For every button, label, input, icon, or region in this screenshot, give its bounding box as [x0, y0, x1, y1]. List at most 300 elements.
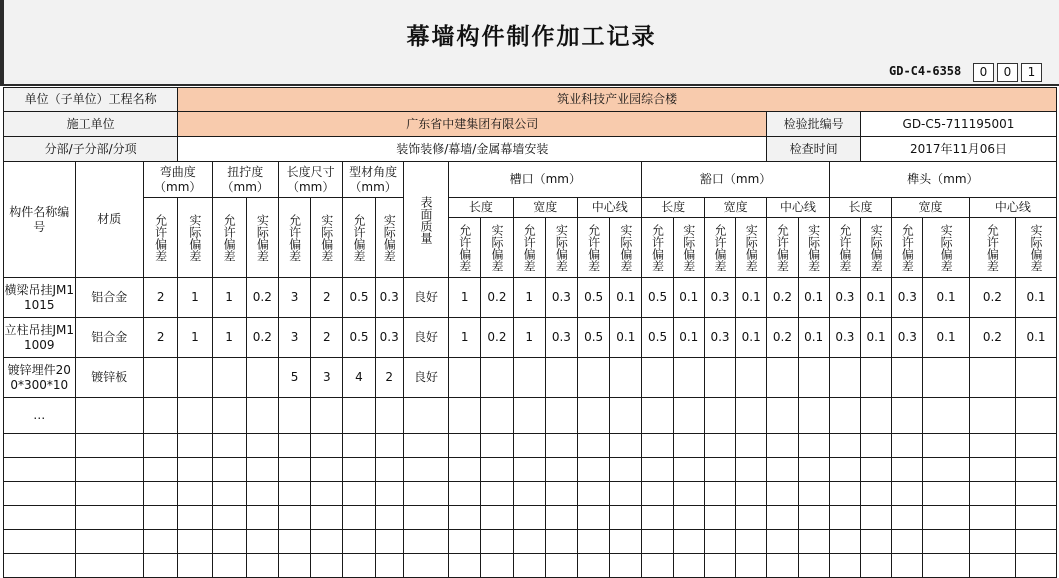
empty-cell[interactable]: [212, 506, 246, 530]
empty-cell[interactable]: [704, 482, 735, 506]
value-cell[interactable]: [481, 358, 513, 398]
empty-cell[interactable]: [513, 458, 545, 482]
empty-cell[interactable]: [1016, 434, 1057, 458]
empty-cell[interactable]: [278, 482, 310, 506]
empty-cell[interactable]: [1016, 554, 1057, 578]
empty-cell[interactable]: [178, 482, 212, 506]
value-cell[interactable]: [212, 358, 246, 398]
empty-cell[interactable]: [892, 506, 923, 530]
empty-cell[interactable]: [144, 482, 178, 506]
empty-cell[interactable]: [545, 530, 577, 554]
empty-cell[interactable]: [212, 554, 246, 578]
empty-cell[interactable]: [1016, 530, 1057, 554]
value-cell[interactable]: [144, 398, 178, 434]
empty-cell[interactable]: [969, 458, 1015, 482]
empty-cell[interactable]: [767, 458, 798, 482]
empty-cell[interactable]: [311, 482, 343, 506]
empty-cell[interactable]: [513, 506, 545, 530]
empty-cell[interactable]: [343, 482, 375, 506]
empty-cell[interactable]: [513, 530, 545, 554]
empty-cell[interactable]: [610, 434, 642, 458]
empty-cell[interactable]: [704, 434, 735, 458]
inspection-date-value[interactable]: 2017年11月06日: [860, 137, 1056, 162]
empty-cell[interactable]: [673, 506, 704, 530]
empty-cell[interactable]: [375, 530, 403, 554]
value-cell[interactable]: 3: [278, 278, 310, 318]
empty-cell[interactable]: [767, 482, 798, 506]
empty-cell[interactable]: [4, 482, 76, 506]
empty-cell[interactable]: [75, 458, 143, 482]
empty-cell[interactable]: [923, 530, 969, 554]
value-cell[interactable]: 0.2: [767, 318, 798, 358]
empty-cell[interactable]: [860, 434, 891, 458]
empty-cell[interactable]: [481, 554, 513, 578]
value-cell[interactable]: 2: [311, 318, 343, 358]
value-cell[interactable]: [545, 398, 577, 434]
division-value[interactable]: 装饰装修/幕墙/金属幕墙安装: [178, 137, 767, 162]
empty-cell[interactable]: [75, 482, 143, 506]
empty-cell[interactable]: [829, 530, 860, 554]
value-cell[interactable]: 2: [144, 318, 178, 358]
empty-cell[interactable]: [767, 506, 798, 530]
empty-cell[interactable]: [736, 530, 767, 554]
empty-cell[interactable]: [144, 458, 178, 482]
empty-cell[interactable]: [513, 554, 545, 578]
member-name-cell[interactable]: 立柱吊挂JM11009: [4, 318, 76, 358]
empty-cell[interactable]: [704, 554, 735, 578]
member-name-cell[interactable]: 横梁吊挂JM11015: [4, 278, 76, 318]
empty-cell[interactable]: [278, 434, 310, 458]
empty-cell[interactable]: [860, 554, 891, 578]
value-cell[interactable]: 0.3: [545, 278, 577, 318]
value-cell[interactable]: 0.5: [578, 278, 610, 318]
empty-cell[interactable]: [767, 530, 798, 554]
empty-cell[interactable]: [375, 482, 403, 506]
empty-cell[interactable]: [642, 506, 673, 530]
empty-cell[interactable]: [673, 434, 704, 458]
material-cell[interactable]: 镀锌板: [75, 358, 143, 398]
value-cell[interactable]: [829, 398, 860, 434]
value-cell[interactable]: [969, 358, 1015, 398]
value-cell[interactable]: [860, 398, 891, 434]
empty-cell[interactable]: [403, 554, 448, 578]
value-cell[interactable]: [1016, 358, 1057, 398]
value-cell[interactable]: 0.1: [673, 278, 704, 318]
empty-cell[interactable]: [178, 554, 212, 578]
empty-cell[interactable]: [75, 554, 143, 578]
empty-cell[interactable]: [736, 554, 767, 578]
empty-cell[interactable]: [610, 530, 642, 554]
value-cell[interactable]: [1016, 398, 1057, 434]
value-cell[interactable]: 0.3: [545, 318, 577, 358]
value-cell[interactable]: 5: [278, 358, 310, 398]
empty-cell[interactable]: [578, 458, 610, 482]
empty-cell[interactable]: [343, 434, 375, 458]
empty-cell[interactable]: [892, 554, 923, 578]
empty-cell[interactable]: [212, 530, 246, 554]
empty-cell[interactable]: [75, 506, 143, 530]
empty-cell[interactable]: [246, 434, 278, 458]
empty-cell[interactable]: [375, 458, 403, 482]
value-cell[interactable]: [578, 398, 610, 434]
value-cell[interactable]: [449, 398, 481, 434]
value-cell[interactable]: 0.1: [1016, 318, 1057, 358]
value-cell[interactable]: 2: [311, 278, 343, 318]
empty-cell[interactable]: [923, 458, 969, 482]
value-cell[interactable]: [923, 398, 969, 434]
empty-cell[interactable]: [75, 530, 143, 554]
value-cell[interactable]: [860, 358, 891, 398]
empty-cell[interactable]: [212, 458, 246, 482]
value-cell[interactable]: 0.1: [798, 318, 829, 358]
material-cell[interactable]: [75, 398, 143, 434]
empty-cell[interactable]: [481, 434, 513, 458]
empty-cell[interactable]: [449, 458, 481, 482]
value-cell[interactable]: [311, 398, 343, 434]
value-cell[interactable]: [449, 358, 481, 398]
empty-cell[interactable]: [1016, 482, 1057, 506]
value-cell[interactable]: [375, 398, 403, 434]
empty-cell[interactable]: [403, 458, 448, 482]
empty-cell[interactable]: [449, 482, 481, 506]
empty-cell[interactable]: [969, 530, 1015, 554]
value-cell[interactable]: [278, 398, 310, 434]
empty-cell[interactable]: [246, 458, 278, 482]
empty-cell[interactable]: [829, 434, 860, 458]
value-cell[interactable]: 1: [449, 278, 481, 318]
empty-cell[interactable]: [798, 458, 829, 482]
empty-cell[interactable]: [642, 554, 673, 578]
value-cell[interactable]: 1: [212, 318, 246, 358]
empty-cell[interactable]: [610, 506, 642, 530]
value-cell[interactable]: [736, 398, 767, 434]
empty-cell[interactable]: [178, 530, 212, 554]
empty-cell[interactable]: [144, 506, 178, 530]
value-cell[interactable]: 0.1: [923, 278, 969, 318]
value-cell[interactable]: [545, 358, 577, 398]
empty-cell[interactable]: [969, 482, 1015, 506]
material-cell[interactable]: 铝合金: [75, 318, 143, 358]
empty-cell[interactable]: [704, 458, 735, 482]
empty-cell[interactable]: [403, 530, 448, 554]
empty-cell[interactable]: [513, 434, 545, 458]
empty-cell[interactable]: [212, 482, 246, 506]
value-cell[interactable]: [969, 398, 1015, 434]
empty-cell[interactable]: [642, 458, 673, 482]
value-cell[interactable]: [144, 358, 178, 398]
value-cell[interactable]: 1: [513, 318, 545, 358]
empty-cell[interactable]: [403, 434, 448, 458]
surface-quality-cell[interactable]: [403, 398, 448, 434]
value-cell[interactable]: 0.1: [798, 278, 829, 318]
empty-cell[interactable]: [278, 554, 310, 578]
member-name-cell[interactable]: …: [4, 398, 76, 434]
value-cell[interactable]: [892, 398, 923, 434]
empty-cell[interactable]: [545, 434, 577, 458]
empty-cell[interactable]: [673, 530, 704, 554]
contractor-value[interactable]: 广东省中建集团有限公司: [178, 112, 767, 137]
code-box-3[interactable]: 1: [1021, 63, 1042, 82]
empty-cell[interactable]: [829, 482, 860, 506]
value-cell[interactable]: 0.1: [610, 318, 642, 358]
value-cell[interactable]: 0.1: [860, 278, 891, 318]
empty-cell[interactable]: [513, 482, 545, 506]
empty-cell[interactable]: [923, 554, 969, 578]
empty-cell[interactable]: [892, 530, 923, 554]
value-cell[interactable]: [212, 398, 246, 434]
empty-cell[interactable]: [829, 458, 860, 482]
empty-cell[interactable]: [642, 434, 673, 458]
value-cell[interactable]: 0.5: [343, 278, 375, 318]
empty-cell[interactable]: [545, 482, 577, 506]
empty-cell[interactable]: [375, 434, 403, 458]
value-cell[interactable]: 0.1: [736, 278, 767, 318]
empty-cell[interactable]: [144, 434, 178, 458]
value-cell[interactable]: 0.3: [704, 318, 735, 358]
empty-cell[interactable]: [578, 530, 610, 554]
empty-cell[interactable]: [969, 434, 1015, 458]
empty-cell[interactable]: [403, 482, 448, 506]
empty-cell[interactable]: [4, 434, 76, 458]
value-cell[interactable]: [767, 398, 798, 434]
value-cell[interactable]: 0.5: [642, 278, 673, 318]
empty-cell[interactable]: [798, 482, 829, 506]
empty-cell[interactable]: [892, 458, 923, 482]
value-cell[interactable]: [829, 358, 860, 398]
empty-cell[interactable]: [375, 506, 403, 530]
empty-cell[interactable]: [481, 530, 513, 554]
empty-cell[interactable]: [736, 458, 767, 482]
value-cell[interactable]: 0.1: [923, 318, 969, 358]
notch-center-allow-header: 允许偏差: [767, 218, 798, 278]
value-cell[interactable]: 0.2: [969, 278, 1015, 318]
empty-cell[interactable]: [4, 530, 76, 554]
value-cell[interactable]: [704, 358, 735, 398]
empty-cell[interactable]: [4, 506, 76, 530]
value-cell[interactable]: [673, 358, 704, 398]
empty-cell[interactable]: [860, 482, 891, 506]
empty-cell[interactable]: [212, 434, 246, 458]
empty-cell[interactable]: [673, 482, 704, 506]
value-cell[interactable]: [892, 358, 923, 398]
empty-cell[interactable]: [860, 458, 891, 482]
value-cell[interactable]: 3: [278, 318, 310, 358]
value-cell[interactable]: [343, 398, 375, 434]
value-cell[interactable]: 0.3: [704, 278, 735, 318]
value-cell[interactable]: 0.3: [892, 318, 923, 358]
empty-cell[interactable]: [311, 458, 343, 482]
value-cell[interactable]: 0.2: [246, 318, 278, 358]
empty-cell[interactable]: [892, 434, 923, 458]
empty-cell[interactable]: [278, 506, 310, 530]
value-cell[interactable]: [704, 398, 735, 434]
member-name-cell[interactable]: 镀锌埋件200*300*10: [4, 358, 76, 398]
value-cell[interactable]: 0.1: [1016, 278, 1057, 318]
empty-cell[interactable]: [642, 530, 673, 554]
empty-cell[interactable]: [403, 506, 448, 530]
value-cell[interactable]: [767, 358, 798, 398]
empty-cell[interactable]: [969, 554, 1015, 578]
value-cell[interactable]: 1: [513, 278, 545, 318]
empty-cell[interactable]: [481, 506, 513, 530]
value-cell[interactable]: 0.2: [481, 278, 513, 318]
empty-cell[interactable]: [923, 482, 969, 506]
value-cell[interactable]: 0.2: [767, 278, 798, 318]
empty-cell[interactable]: [892, 482, 923, 506]
value-cell[interactable]: 0.3: [892, 278, 923, 318]
surface-quality-cell[interactable]: 良好: [403, 318, 448, 358]
value-cell[interactable]: [736, 358, 767, 398]
value-cell[interactable]: 0.3: [829, 318, 860, 358]
empty-cell[interactable]: [311, 554, 343, 578]
empty-cell[interactable]: [767, 434, 798, 458]
empty-cell[interactable]: [178, 458, 212, 482]
empty-cell[interactable]: [144, 530, 178, 554]
value-cell[interactable]: 0.3: [375, 318, 403, 358]
empty-cell[interactable]: [278, 458, 310, 482]
empty-cell[interactable]: [449, 434, 481, 458]
value-cell[interactable]: [481, 398, 513, 434]
empty-cell[interactable]: [578, 434, 610, 458]
material-cell[interactable]: 铝合金: [75, 278, 143, 318]
value-cell[interactable]: 0.1: [860, 318, 891, 358]
code-box-2[interactable]: 0: [997, 63, 1018, 82]
empty-cell[interactable]: [311, 530, 343, 554]
value-cell[interactable]: [178, 398, 212, 434]
empty-cell[interactable]: [860, 506, 891, 530]
empty-cell[interactable]: [1016, 458, 1057, 482]
slot-length-header: 长度: [449, 198, 513, 218]
empty-cell[interactable]: [969, 506, 1015, 530]
empty-cell[interactable]: [798, 506, 829, 530]
empty-cell[interactable]: [578, 482, 610, 506]
value-cell[interactable]: 0.1: [610, 278, 642, 318]
surface-quality-cell[interactable]: 良好: [403, 358, 448, 398]
empty-cell[interactable]: [642, 482, 673, 506]
empty-cell[interactable]: [545, 458, 577, 482]
value-cell[interactable]: [610, 358, 642, 398]
value-cell[interactable]: [578, 358, 610, 398]
empty-cell[interactable]: [449, 530, 481, 554]
empty-cell[interactable]: [610, 554, 642, 578]
value-cell[interactable]: [642, 358, 673, 398]
value-cell[interactable]: [178, 358, 212, 398]
empty-cell[interactable]: [798, 434, 829, 458]
value-cell[interactable]: 0.2: [481, 318, 513, 358]
value-cell[interactable]: [923, 358, 969, 398]
project-name-value[interactable]: 筑业科技产业园综合楼: [178, 88, 1057, 112]
empty-cell[interactable]: [246, 506, 278, 530]
empty-cell[interactable]: [178, 434, 212, 458]
empty-cell[interactable]: [246, 554, 278, 578]
value-cell[interactable]: [513, 358, 545, 398]
empty-cell[interactable]: [178, 506, 212, 530]
empty-cell[interactable]: [736, 506, 767, 530]
empty-cell[interactable]: [481, 458, 513, 482]
value-cell[interactable]: [798, 358, 829, 398]
empty-cell[interactable]: [610, 482, 642, 506]
value-cell[interactable]: 0.5: [578, 318, 610, 358]
value-cell[interactable]: [642, 398, 673, 434]
empty-cell[interactable]: [829, 554, 860, 578]
empty-cell[interactable]: [829, 506, 860, 530]
empty-cell[interactable]: [704, 506, 735, 530]
empty-cell[interactable]: [923, 506, 969, 530]
empty-cell[interactable]: [343, 458, 375, 482]
empty-cell[interactable]: [545, 554, 577, 578]
value-cell[interactable]: 0.5: [642, 318, 673, 358]
empty-cell[interactable]: [75, 434, 143, 458]
empty-cell[interactable]: [545, 506, 577, 530]
empty-cell[interactable]: [278, 530, 310, 554]
empty-cell[interactable]: [4, 554, 76, 578]
value-cell[interactable]: 2: [144, 278, 178, 318]
value-cell[interactable]: 0.2: [246, 278, 278, 318]
empty-cell[interactable]: [144, 554, 178, 578]
value-cell[interactable]: [798, 398, 829, 434]
empty-cell[interactable]: [449, 506, 481, 530]
empty-cell[interactable]: [375, 554, 403, 578]
empty-cell[interactable]: [246, 482, 278, 506]
empty-cell[interactable]: [860, 530, 891, 554]
value-cell[interactable]: 3: [311, 358, 343, 398]
empty-cell[interactable]: [343, 506, 375, 530]
empty-cell[interactable]: [343, 554, 375, 578]
code-box-1[interactable]: 0: [973, 63, 994, 82]
empty-cell[interactable]: [578, 554, 610, 578]
value-cell[interactable]: 1: [178, 318, 212, 358]
value-cell[interactable]: 0.2: [969, 318, 1015, 358]
empty-cell[interactable]: [673, 554, 704, 578]
value-cell[interactable]: [673, 398, 704, 434]
value-cell[interactable]: [246, 398, 278, 434]
empty-cell[interactable]: [4, 458, 76, 482]
value-cell[interactable]: 0.3: [829, 278, 860, 318]
empty-cell[interactable]: [481, 482, 513, 506]
value-cell[interactable]: 1: [449, 318, 481, 358]
value-cell[interactable]: 0.1: [736, 318, 767, 358]
value-cell[interactable]: [513, 398, 545, 434]
value-cell[interactable]: 4: [343, 358, 375, 398]
empty-cell[interactable]: [311, 434, 343, 458]
empty-cell[interactable]: [736, 434, 767, 458]
value-cell[interactable]: 0.3: [375, 278, 403, 318]
empty-cell[interactable]: [923, 434, 969, 458]
empty-cell[interactable]: [246, 530, 278, 554]
empty-cell[interactable]: [673, 458, 704, 482]
value-cell[interactable]: 2: [375, 358, 403, 398]
empty-cell[interactable]: [343, 530, 375, 554]
value-cell[interactable]: 0.1: [673, 318, 704, 358]
empty-cell[interactable]: [610, 458, 642, 482]
empty-cell[interactable]: [1016, 506, 1057, 530]
empty-cell[interactable]: [578, 506, 610, 530]
empty-cell[interactable]: [736, 482, 767, 506]
empty-cell[interactable]: [798, 554, 829, 578]
empty-cell[interactable]: [311, 506, 343, 530]
empty-cell[interactable]: [449, 554, 481, 578]
value-cell[interactable]: 0.5: [343, 318, 375, 358]
value-cell[interactable]: [246, 358, 278, 398]
value-cell[interactable]: [610, 398, 642, 434]
value-cell[interactable]: 1: [178, 278, 212, 318]
empty-cell[interactable]: [767, 554, 798, 578]
empty-cell[interactable]: [798, 530, 829, 554]
empty-cell[interactable]: [704, 530, 735, 554]
value-cell[interactable]: 1: [212, 278, 246, 318]
batch-number-value[interactable]: GD-C5-711195001: [860, 112, 1056, 137]
surface-quality-cell[interactable]: 良好: [403, 278, 448, 318]
